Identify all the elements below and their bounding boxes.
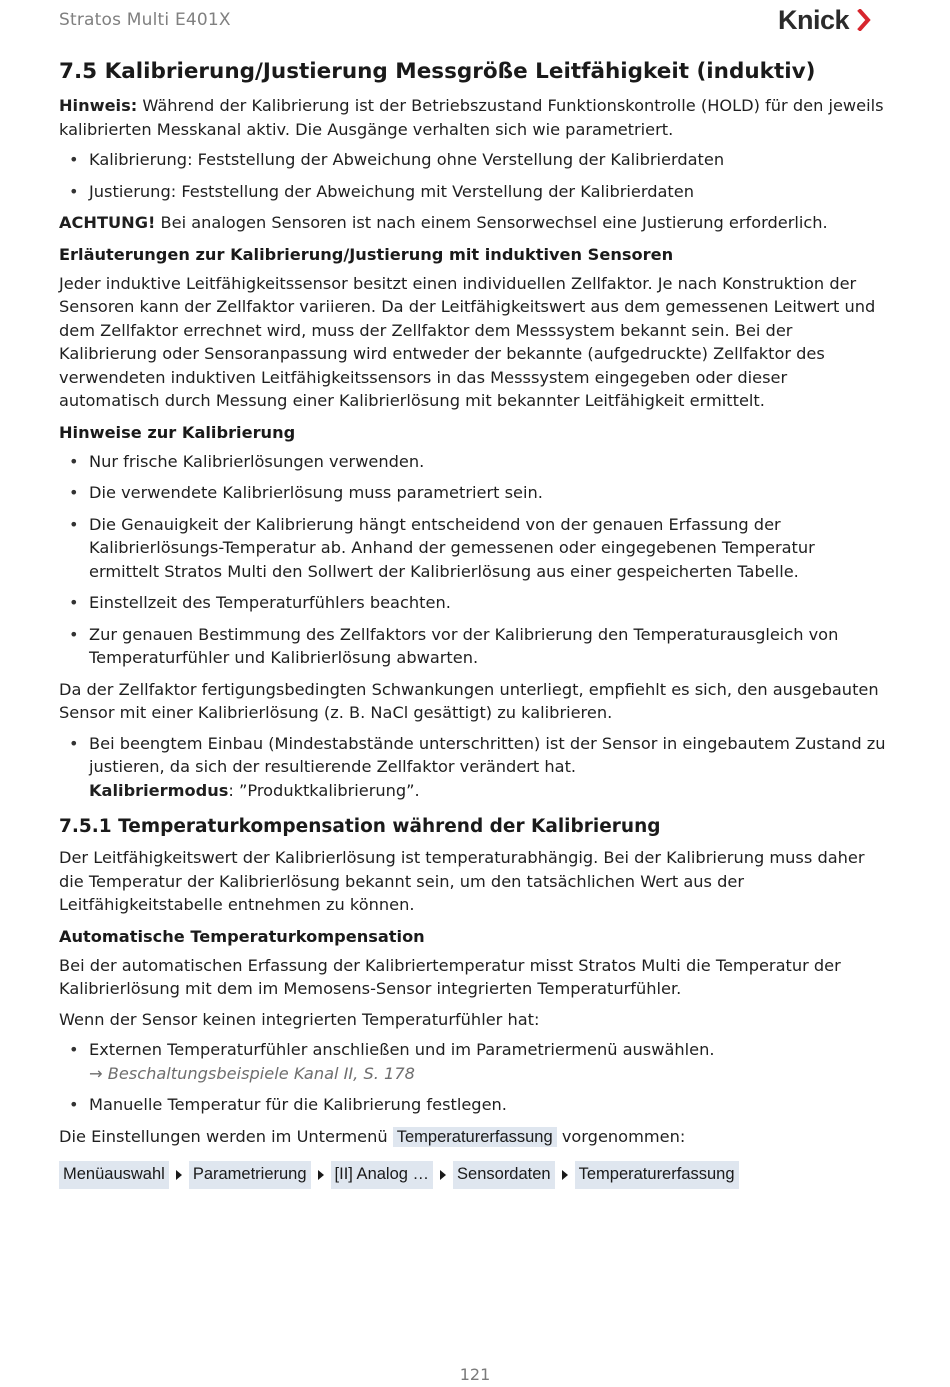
subsection-heading: 7.5.1 Temperaturkompensation während der Kalibrierung: [59, 816, 661, 837]
definition-list: [59, 148, 889, 203]
document-title: Stratos Multi E401X: [59, 10, 231, 30]
triangle-right-icon: [440, 1170, 446, 1180]
explain-paragraph: Jeder induktive Leitfähigkeitssensor besitzt einen individuellen Zellfaktor. Je nach Konstruktion der Sensoren kann der Zellfaktor variieren. Da der Leitfähigkeitswert aus dem gemessenen Leitwert und dem Zellfaktor errechnet wird, muss der Zellfaktor dem Messsystem bekannt sein. Bei der Kalibrierung oder Sensoranpassung wird entweder der bekannte (aufgedruckte) Zellfaktor des verwendeten induktiven Leitfähigkeitssensors in das Messsystem eingegeben oder dieser automatisch durch Messung einer Kalibrierlösung mit bekannter Leitfähigkeit ermittelt.: [59, 273, 876, 410]
chevron-right-icon: [857, 9, 871, 31]
page-content: [59, 58, 889, 1189]
no-sensor-paragraph: Wenn der Sensor keinen integrierten Temperaturfühler hat:: [59, 1009, 540, 1029]
page-number: 121: [459, 1365, 491, 1384]
settings-pre: Die Einstellungen werden im Untermenü: [59, 1126, 393, 1146]
explain-heading: Erläuterungen zur Kalibrierung/Justierung mit induktiven Sensoren: [59, 244, 674, 264]
warning-paragraph: [59, 211, 889, 235]
list-item: • Nur frische Kalibrierlösungen verwenden.: [59, 450, 889, 474]
list-item: • Zur genauen Bestimmung des Zellfaktors vor der Kalibrierung den Temperaturausgleich von Temperaturfühler und Kalibrierlösung abwarten.: [59, 623, 889, 670]
fluctuation-paragraph: Da der Zellfaktor fertigungsbedingten Schwankungen unterliegt, empfiehlt es sich, den ausgebauten Sensor mit einer Kalibrierlösung (z. B. NaCl gesättigt) zu kalibrieren.: [59, 679, 879, 722]
list-item: • Justierung: Feststellung der Abweichung mit Verstellung der Kalibrierdaten: [59, 180, 889, 204]
note-paragraph: [59, 94, 889, 141]
menu-path-item: Parametrierung: [189, 1161, 311, 1189]
note-label: Hinweis:: [59, 96, 138, 115]
install-list: [59, 732, 889, 803]
calmode-label: Kalibriermodus: [89, 780, 229, 800]
warning-label: ACHTUNG!: [59, 213, 156, 232]
note-text: Während der Kalibrierung ist der Betriebszustand Funktionskontrolle (HOLD) für den jeweils kalibrierten Messkanal aktiv. Die Ausgänge verhalten sich wie parametriert.: [59, 96, 884, 139]
menu-path-item: Temperaturerfassung: [575, 1161, 739, 1189]
list-item: • Kalibrierung: Feststellung der Abweichung ohne Verstellung der Kalibrierdaten: [59, 148, 889, 172]
list-item: • Die verwendete Kalibrierlösung muss parametriert sein.: [59, 481, 889, 505]
intro-paragraph: Der Leitfähigkeitswert der Kalibrierlösung ist temperaturabhängig. Bei der Kalibrierung muss daher die Temperatur der Kalibrierlösung bekannt sein, um den tatsächlichen Wert aus der Leitfähigkeitstabelle entnehmen zu können.: [59, 848, 865, 914]
menu-path-item: Sensordaten: [453, 1161, 555, 1189]
auto-heading: Automatische Temperaturkompensation: [59, 926, 425, 946]
knick-logo: [778, 3, 871, 37]
list-item: • Die Genauigkeit der Kalibrierung hängt entscheidend von der genauen Erfassung der Kalibrierlösungs-Temperatur ab. Anhand der gemessenen oder eingegebenen Temperatur ermittelt Stratos Multi den Sollwert der Kalibrierlösung aus einer gespeicherten Tabelle.: [59, 513, 889, 584]
triangle-right-icon: [562, 1170, 568, 1180]
settings-paragraph: [59, 1125, 889, 1150]
triangle-right-icon: [176, 1170, 182, 1180]
install-text: Bei beengtem Einbau (Mindestabstände unterschritten) ist der Sensor in eingebautem Zustand zu justieren, da sich der resultierende Zellfaktor verändert hat.: [89, 733, 886, 776]
hints-heading: Hinweise zur Kalibrierung: [59, 422, 296, 442]
calmode-value: : ”Produktkalibrierung”.: [228, 780, 420, 800]
menu-path-item: Menüauswahl: [59, 1161, 169, 1189]
logo-text: Knick: [778, 4, 850, 35]
hints-list: [59, 450, 889, 670]
list-item: [59, 732, 889, 803]
menu-path-breadcrumb: [59, 1161, 889, 1189]
menu-path-item: [II] Analog …: [331, 1161, 433, 1189]
external-text: Externen Temperaturfühler anschließen und im Parametriermenü auswählen.: [89, 1040, 715, 1059]
list-item: • Einstellzeit des Temperaturfühlers beachten.: [59, 591, 889, 615]
submenu-chip: Temperaturerfassung: [393, 1127, 557, 1147]
auto-paragraph: Bei der automatischen Erfassung der Kalibriertemperatur misst Stratos Multi die Temperatur der Kalibrierlösung mit dem im Memosens-Sensor integrierten Temperaturfühler.: [59, 955, 841, 998]
section-heading: 7.5 Kalibrierung/Justierung Messgröße Leitfähigkeit (induktiv): [59, 59, 816, 84]
list-item: • Manuelle Temperatur für die Kalibrierung festlegen.: [59, 1093, 889, 1117]
list-item: [59, 1038, 889, 1085]
warning-text: Bei analogen Sensoren ist nach einem Sensorwechsel eine Justierung erforderlich.: [155, 213, 828, 232]
cross-reference-link[interactable]: → Beschaltungsbeispiele Kanal II, S. 178: [89, 1063, 415, 1083]
triangle-right-icon: [318, 1170, 324, 1180]
temperature-options-list: [59, 1038, 889, 1117]
settings-post: vorgenommen:: [556, 1126, 686, 1146]
